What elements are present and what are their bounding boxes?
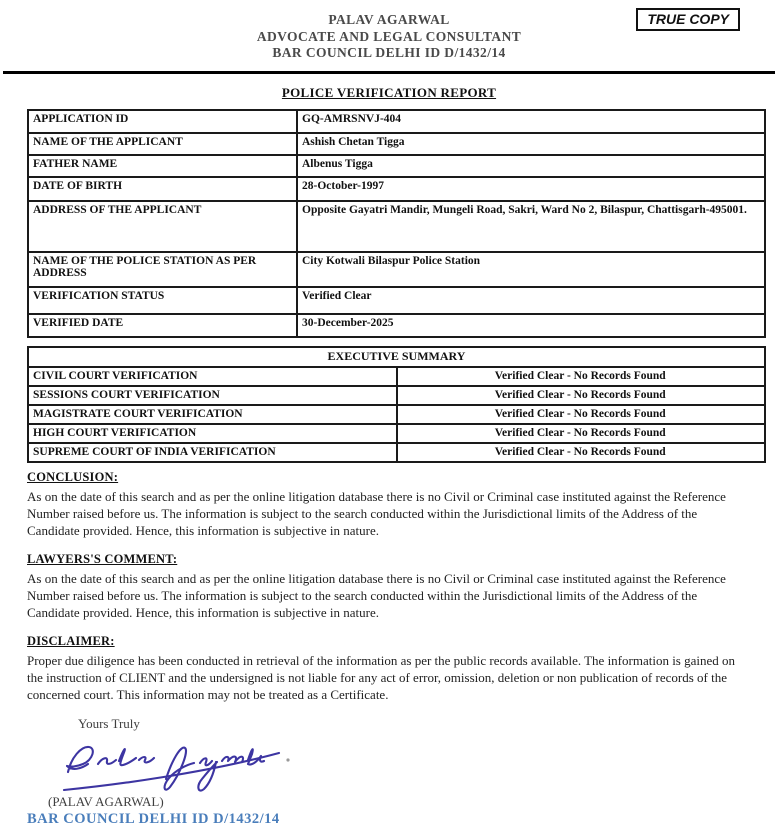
- advocate-bar-id: BAR COUNCIL DELHI ID D/1432/14: [272, 45, 506, 60]
- row-label: DATE OF BIRTH: [28, 177, 297, 201]
- lawyers-comment-text: As on the date of this search and as per the online litigation database there is no Civil or Criminal case instituted against the Reference Number raised before us. The information is subject to the search conducted within the Jurisdictional limits of the Address of the Candidate provided. Hence, this information is subjective in nature.: [27, 570, 726, 620]
- disclaimer-text: Proper due diligence has been conducted in retrieval of the information as per the public records available. The information is gained on the instruction of CLIENT and the undersigned is not liable for any act of error, omission, deletion or non publication of records of the concerned court. This information may not be treated as a Certificate.: [27, 652, 736, 702]
- row-label: NAME OF THE POLICE STATION AS PER ADDRESS: [28, 252, 297, 287]
- row-label: ADDRESS OF THE APPLICANT: [28, 201, 297, 252]
- row-value: 28-October-1997: [297, 177, 765, 201]
- row-label: VERIFICATION STATUS: [28, 287, 297, 314]
- row-label: CIVIL COURT VERIFICATION: [28, 367, 397, 386]
- bar-council-id: BAR COUNCIL DELHI ID D/1432/14: [27, 810, 280, 827]
- table-row: [28, 110, 765, 133]
- row-label: MAGISTRATE COURT VERIFICATION: [28, 405, 397, 424]
- table-row: [28, 133, 765, 155]
- signature-image: [53, 734, 766, 794]
- advocate-designation: ADVOCATE AND LEGAL CONSULTANT: [256, 28, 522, 44]
- row-value: Verified Clear - No Records Found: [397, 405, 766, 424]
- document-body: [27, 109, 766, 828]
- table-row: [28, 443, 765, 462]
- summary-header-row: [28, 347, 765, 367]
- row-value: 30-December-2025: [297, 314, 765, 337]
- row-label: SUPREME COURT OF INDIA VERIFICATION: [28, 443, 397, 462]
- conclusion-text: As on the date of this search and as per the online litigation database there is no Civil or Criminal case instituted against the Reference Number raised before us. The information is subject to the search conducted within the Jurisdictional limits of the Address of the Candidate provided. Hence, this information is subjective in nature.: [27, 488, 726, 538]
- row-label: HIGH COURT VERIFICATION: [28, 424, 397, 443]
- page-title: POLICE VERIFICATION REPORT: [281, 84, 497, 100]
- letterhead-divider: [3, 71, 775, 74]
- advocate-name: PALAV AGARWAL: [328, 12, 450, 27]
- true-copy-stamp: TRUE COPY: [636, 8, 740, 31]
- table-row: [28, 201, 765, 252]
- row-value: Verified Clear - No Records Found: [397, 386, 766, 405]
- row-value: City Kotwali Bilaspur Police Station: [297, 252, 765, 287]
- row-value: Verified Clear: [297, 287, 765, 314]
- handwritten-signature-icon: [53, 734, 305, 794]
- applicant-details-table: [27, 109, 766, 338]
- row-value: Albenus Tigga: [297, 155, 765, 177]
- executive-summary-table: [27, 346, 766, 463]
- table-row: [28, 424, 765, 443]
- row-value: Verified Clear - No Records Found: [397, 367, 766, 386]
- row-label: APPLICATION ID: [28, 110, 297, 133]
- signatory-name: (PALAV AGARWAL): [48, 793, 164, 809]
- table-row: [28, 155, 765, 177]
- row-label: NAME OF THE APPLICANT: [28, 133, 297, 155]
- row-value: Verified Clear - No Records Found: [397, 424, 766, 443]
- row-value: Opposite Gayatri Mandir, Mungeli Road, Sakri, Ward No 2, Bilaspur, Chattisgarh-495001.: [297, 201, 765, 252]
- conclusion-heading: CONCLUSION:: [27, 469, 119, 484]
- row-label: FATHER NAME: [28, 155, 297, 177]
- row-label: VERIFIED DATE: [28, 314, 297, 337]
- row-value: Ashish Chetan Tigga: [297, 133, 765, 155]
- table-row: [28, 386, 765, 405]
- lawyers-comment-heading: LAWYERS'S COMMENT:: [27, 551, 178, 566]
- table-row: [28, 314, 765, 337]
- row-value: GQ-AMRSNVJ-404: [297, 110, 765, 133]
- table-row: [28, 405, 765, 424]
- summary-heading: EXECUTIVE SUMMARY: [28, 347, 765, 367]
- closing-salutation: Yours Truly: [78, 715, 140, 731]
- table-row: [28, 177, 765, 201]
- row-value: Verified Clear - No Records Found: [397, 443, 766, 462]
- table-row: [28, 367, 765, 386]
- row-label: SESSIONS COURT VERIFICATION: [28, 386, 397, 405]
- disclaimer-heading: DISCLAIMER:: [27, 633, 115, 648]
- table-row: [28, 287, 765, 314]
- table-row: [28, 252, 765, 287]
